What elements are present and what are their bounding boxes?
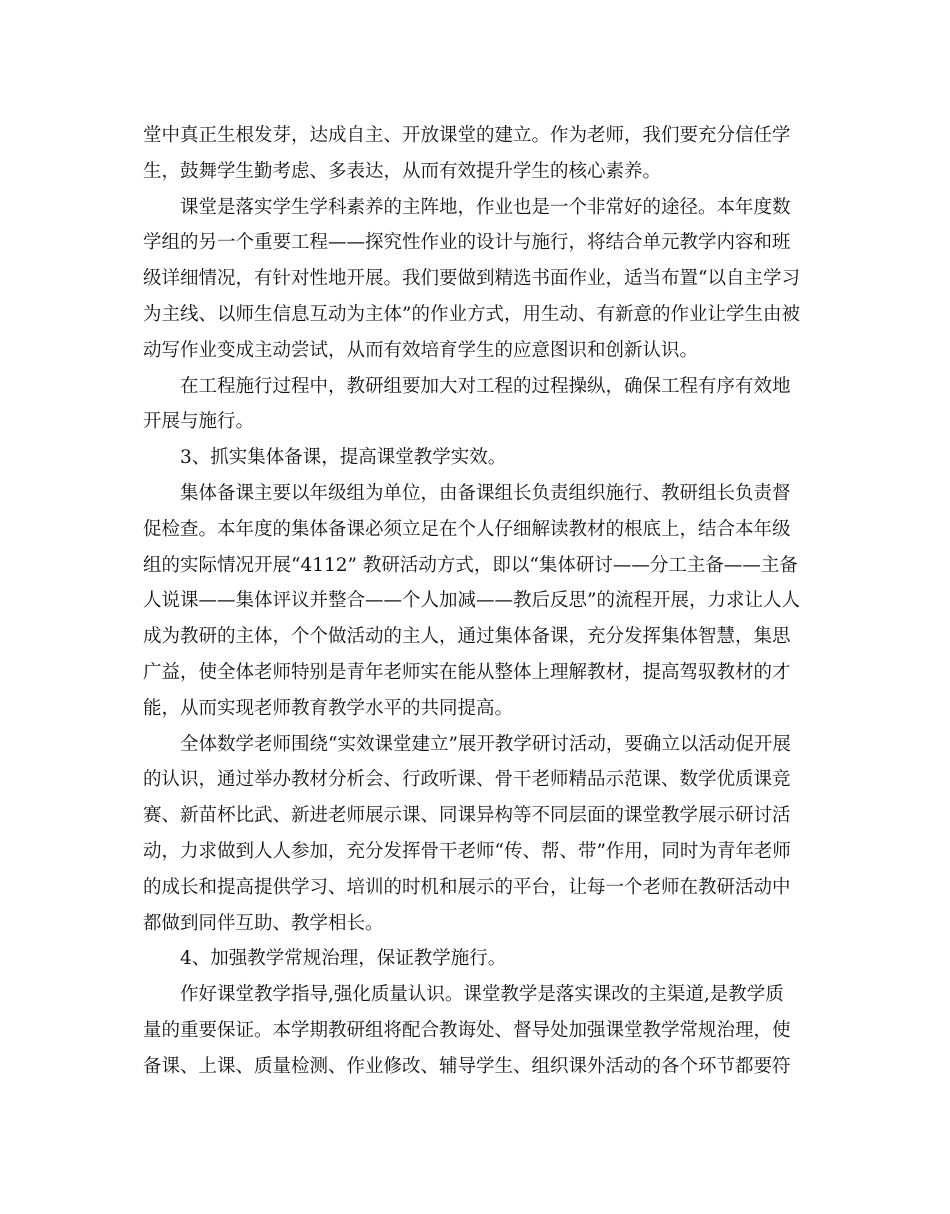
section-heading: 3、抓实集体备课，提高课堂教学实效。 <box>180 447 507 469</box>
text-line: 都做到同伴互助、教学相长。 <box>143 912 384 934</box>
text-line: 开展与施行。 <box>143 411 255 433</box>
section-heading: 4、加强教学常规治理，保证教学施行。 <box>180 948 507 970</box>
text-line: 为主线、以师生信息互动为主体”的作业方式，用生动、有新意的作业让学生由被 <box>143 303 800 325</box>
text-line: 生，鼓舞学生勤考虑、多表达，从而有效提升学生的核心素养。 <box>143 160 662 182</box>
text-line: 能，从而实现老师教育教学水平的共同提高。 <box>143 697 514 719</box>
text-line: 备课、上课、质量检测、作业修改、辅导学生、组织课外活动的各个环节都要符 <box>143 1055 791 1077</box>
paragraph-first-line: 在工程施行过程中，教研组要加大对工程的过程操纵，确保工程有序有效地 <box>180 375 791 397</box>
text-line: 赛、新苗杯比武、新进老师展示课、同课异构等不同层面的课堂教学展示研讨活 <box>143 805 791 827</box>
text-line: 动写作业变成主动尝试，从而有效培育学生的应意图识和创新认识。 <box>143 339 699 361</box>
text-line: 组的实际情况开展“4112” 教研活动方式，即以“集体研讨——分工主备——主备 <box>143 554 798 576</box>
paragraph-first-line: 作好课堂教学指导,强化质量认识。课堂教学是落实课改的主渠道,是教学质 <box>180 984 784 1006</box>
text-line: 堂中真正生根发芽，达成自主、开放课堂的建立。作为老师，我们要充分信任学 <box>143 125 791 146</box>
text-line: 动，力求做到人人参加，充分发挥骨干老师“传、帮、带”作用，同时为青年老师 <box>143 840 791 862</box>
text-line: 学组的另一个重要工程——探究性作业的设计与施行，将结合单元教学内容和班 <box>143 232 791 254</box>
text-line: 量的重要保证。本学期教研组将配合教诲处、督导处加强课堂教学常规治理，使 <box>143 1019 791 1041</box>
text-line: 级详细情况，有针对性地开展。我们要做到精选书面作业，适当布置“以自主学习 <box>143 268 800 290</box>
text-line: 的成长和提高提供学习、培训的时机和展示的平台，让每一个老师在教研活动中 <box>143 876 791 898</box>
body-text <box>143 118 803 1085</box>
text-line: 人说课——集体评议并整合——个人加减——教后反思”的流程开展，力求让人人 <box>143 590 800 612</box>
text-line: 的认识，通过举办教材分析会、行政听课、骨干老师精品示范课、数学优质课竞 <box>143 769 791 791</box>
paragraph-first-line: 集体备课主要以年级组为单位，由备课组长负责组织施行、教研组长负责督 <box>180 482 791 504</box>
text-line: 成为教研的主体，个个做活动的主人，通过集体备课，充分发挥集体智慧，集思 <box>143 626 791 648</box>
paragraph-first-line: 全体数学老师围绕“实效课堂建立”展开教学研讨活动，要确立以活动促开展 <box>180 733 791 755</box>
paragraph-first-line: 课堂是落实学生学科素养的主阵地，作业也是一个非常好的途径。本年度数 <box>180 196 791 218</box>
text-line: 广益，使全体老师特别是青年老师实在能从整体上理解教材，提高驾驭教材的才 <box>143 661 791 683</box>
text-line: 促检查。本年度的集体备课必须立足在个人仔细解读教材的根底上，结合本年级 <box>143 518 791 540</box>
